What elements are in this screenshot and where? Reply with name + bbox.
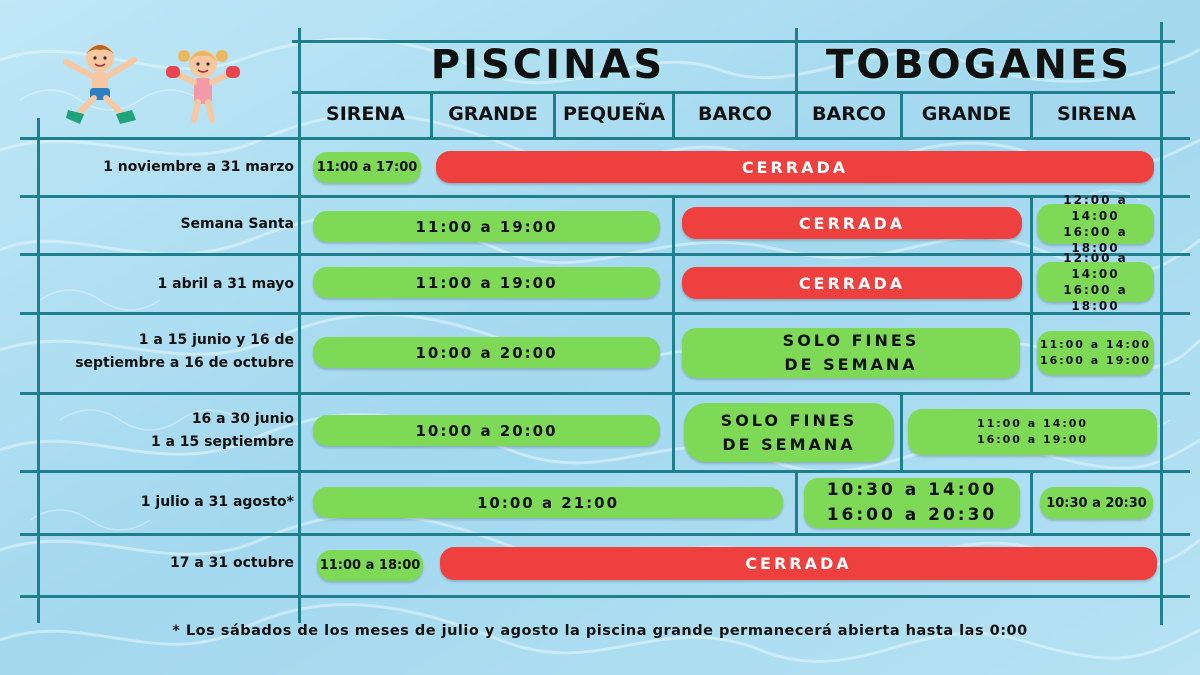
column-header-grande-tobogan: GRANDE [921, 103, 1012, 125]
schedule-cell [1037, 331, 1154, 375]
schedule-cell [317, 550, 423, 581]
row-label-julio-agosto: 1 julio a 31 agosto* [140, 494, 294, 510]
schedule-cell [1037, 251, 1154, 313]
header-piscinas: PISCINAS [430, 42, 666, 88]
schedule-cell-text: 10:30 a 14:00 16:00 a 20:30 [826, 480, 998, 525]
schedule-cell-text: 11:00 a 17:00 [316, 160, 418, 175]
schedule-cell-text: SOLO FINES DE SEMANA [782, 331, 920, 374]
schedule-cell [313, 487, 783, 518]
schedule-cell-text: 11:00 a 14:00 16:00 a 19:00 [976, 417, 1089, 446]
column-header-sirena-tobogan: SIRENA [1057, 103, 1136, 125]
schedule-cell-text: 10:00 a 21:00 [476, 493, 620, 512]
closed-cell-text: CERRADA [798, 273, 906, 293]
row-label-noviembre-marzo: 1 noviembre a 31 marzo [103, 159, 294, 175]
schedule-cell [1037, 193, 1154, 255]
row-label-junio-septiembre-octubre: 1 a 15 junio y 16 de septiembre a 16 de octubre [75, 332, 294, 371]
schedule-cell [804, 478, 1020, 528]
schedule-cell [313, 337, 660, 368]
closed-cell-text: CERRADA [741, 157, 849, 177]
schedule-cell [1040, 487, 1153, 519]
footnote: * Los sábados de los meses de julio y agosto la piscina grande permanecerá abierta hasta las 0:00 [172, 623, 1028, 639]
closed-cell [436, 151, 1154, 183]
schedule-cell [682, 328, 1020, 378]
schedule-cell-text: SOLO FINES DE SEMANA [720, 410, 858, 454]
row-label-semana-santa: Semana Santa [180, 216, 294, 232]
closed-cell [682, 267, 1022, 299]
schedule-cell-text: 11:00 a 19:00 [415, 273, 558, 292]
schedule-cell [684, 403, 894, 462]
schedule-cell [313, 415, 660, 446]
schedule-cell [908, 409, 1157, 455]
closed-cell-text: CERRADA [745, 554, 852, 573]
schedule-cell [313, 211, 660, 242]
boy-swimmer-icon [58, 36, 140, 128]
row-label-abril-mayo: 1 abril a 31 mayo [157, 276, 294, 292]
schedule-cell-text: 11:00 a 18:00 [319, 558, 421, 573]
schedule-cell-text: 12:00 a 14:00 16:00 a 18:00 [1063, 251, 1128, 313]
row-label-junio-septiembre: 16 a 30 junio 1 a 15 septiembre [150, 411, 294, 450]
schedule-cell [313, 152, 421, 183]
closed-cell-text: CERRADA [798, 213, 906, 233]
schedule-cell-text: 12:00 a 14:00 16:00 a 18:00 [1063, 193, 1128, 255]
girl-swimmer-icon [160, 40, 246, 126]
schedule-cell-text: 11:00 a 14:00 16:00 a 19:00 [1039, 338, 1152, 367]
header-toboganes: TOBOGANES [825, 42, 1133, 88]
column-header-barco-piscina: BARCO [698, 103, 772, 125]
column-header-pequena: PEQUEÑA [562, 103, 666, 125]
schedule-cell-text: 10:30 a 20:30 [1046, 495, 1147, 511]
schedule-cell-text: 10:00 a 20:00 [415, 343, 558, 362]
column-header-grande-piscina: GRANDE [448, 103, 538, 125]
schedule-cell [313, 267, 660, 298]
schedule-cell-text: 10:00 a 20:00 [415, 421, 558, 440]
schedule-cell-text: 11:00 a 19:00 [415, 217, 558, 236]
closed-cell [682, 207, 1022, 239]
closed-cell [440, 547, 1157, 580]
row-label-octubre: 17 a 31 octubre [169, 555, 294, 571]
column-header-barco-tobogan: BARCO [812, 103, 886, 125]
column-header-sirena-piscina: SIRENA [326, 103, 405, 125]
